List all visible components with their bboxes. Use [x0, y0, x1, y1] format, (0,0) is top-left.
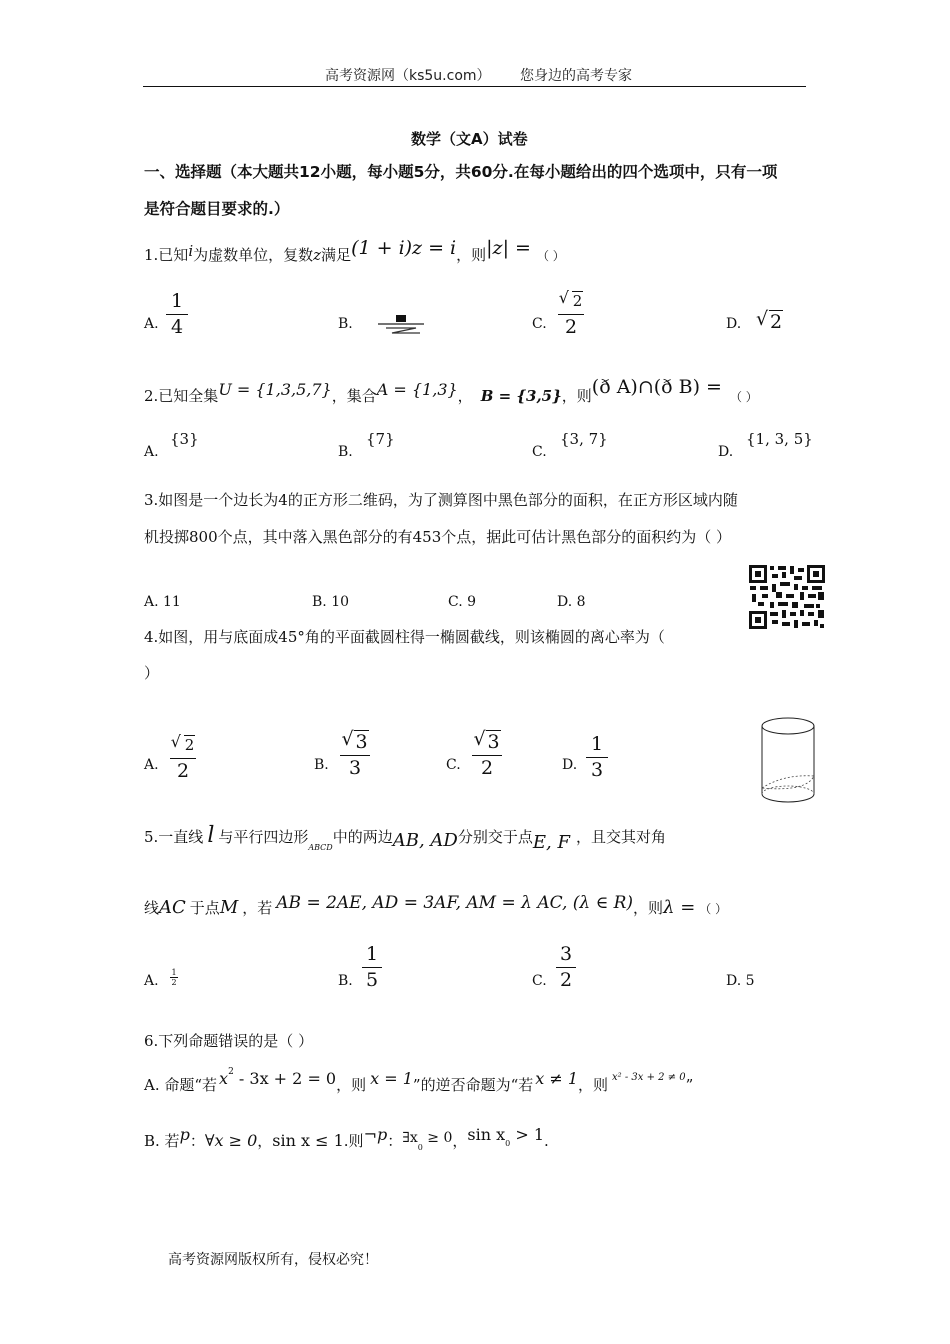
q2-option-d-value: {1, 3, 5}	[746, 430, 813, 448]
q5-text: 中的两边	[332, 828, 393, 846]
q1-option-b-label: B.	[338, 316, 353, 332]
header-rule	[143, 86, 806, 87]
q6-text: ，	[257, 1132, 273, 1150]
q2-universal-set: U = {1,3,5,7}	[218, 380, 332, 399]
q6-ge-0: ≥ 0	[422, 1130, 453, 1146]
q2-text: ，则	[561, 387, 592, 405]
question-5-line1	[144, 823, 666, 853]
q2-text: ，集合	[331, 387, 377, 405]
fraction-numerator: 3	[559, 943, 573, 965]
q6-not-p: ¬p	[363, 1125, 388, 1144]
q6-x-equals-1: x = 1	[370, 1069, 413, 1088]
q2-option-b-value: {7}	[366, 430, 395, 448]
question-3-line2: 机投掷800个点，其中落入黑色部分的有453个点，据此可估计黑色部分的面积约为（ ）	[144, 528, 732, 546]
fraction-denominator: 3	[590, 759, 604, 781]
fraction-denominator: 3	[348, 757, 362, 779]
q5-text: 线	[144, 899, 160, 917]
q5-diagonal-ac: AC	[159, 897, 186, 918]
q1-option-b-garbled-glyph	[372, 309, 430, 335]
q2-option-c-value: {3, 7}	[560, 430, 608, 448]
q2-option-d-label: D.	[718, 444, 734, 460]
question-4-line1: 4.如图，用与底面成45°角的平面截圆柱得一椭圆截线，则该椭圆的离心率为（	[144, 628, 665, 646]
q5-option-c-label: C.	[532, 973, 547, 989]
fraction-numerator: 1	[590, 733, 604, 755]
q4-option-b-label: B.	[314, 757, 329, 773]
q2-answer-paren: （ ）	[729, 390, 758, 404]
q6-text: ，则	[578, 1076, 609, 1094]
q5-parallelogram-abcd: ABCD	[308, 843, 333, 852]
fraction-bar	[170, 758, 196, 759]
question-6-stem: 6.下列命题错误的是（ ）	[144, 1032, 314, 1050]
header-site-name: 高考资源网（ks5u.com）	[325, 68, 491, 84]
fraction-bar	[340, 755, 370, 756]
fraction-numerator: 1	[170, 290, 184, 312]
q5-option-c-fraction	[556, 943, 576, 991]
q6-x: x	[219, 1069, 229, 1088]
fraction-denominator: 2	[171, 978, 177, 987]
fraction-denominator: 2	[480, 757, 494, 779]
q1-equation: (1 + i)z = i	[351, 237, 457, 259]
q6-text: ：	[387, 1132, 403, 1150]
q5-text: 分别交于点	[457, 828, 533, 846]
q4-option-d-fraction	[586, 733, 608, 781]
q5-lambda: λ =	[663, 897, 696, 918]
fraction-bar	[556, 967, 576, 968]
q6-exists: ∃x	[402, 1130, 418, 1146]
sqrt-radicand: 3	[355, 731, 368, 753]
q1-option-a-fraction	[166, 290, 188, 338]
q5-text: ，且交其对角	[575, 828, 666, 846]
q5-text: 与平行四边形	[218, 828, 309, 846]
q2-expression: (ð A)∩(ð B) =	[591, 376, 722, 398]
q2-option-b-label: B.	[338, 444, 353, 460]
fraction-numerator: 1	[171, 968, 177, 977]
q1-option-a-label: A.	[144, 316, 159, 332]
q4-option-a-label: A.	[144, 757, 159, 773]
q6-x-not-1: x ≠ 1	[535, 1069, 579, 1088]
fraction-bar	[472, 755, 502, 756]
q6-subscript: 0	[505, 1139, 511, 1148]
section-heading-line2: 是符合题目要求的.）	[144, 200, 290, 218]
q6-text: ”	[685, 1076, 694, 1094]
question-3-line1: 3.如图是一个边长为4的正方形二维码，为了测算图中黑色部分的面积，在正方形区域内随	[144, 491, 738, 509]
fraction-bar	[586, 757, 608, 758]
q6-text: ，	[452, 1132, 468, 1150]
q2-text: ，	[457, 387, 473, 405]
question-5-line2	[144, 893, 728, 918]
fraction-denominator: 2	[559, 969, 573, 991]
q6-exponent: 2	[228, 1067, 234, 1077]
q6-small-equation: x² - 3x + 2 ≠ 0	[612, 1072, 686, 1083]
q6-text: ”的逆否命题为“若	[412, 1076, 534, 1094]
q6-equation: - 3x + 2 = 0	[233, 1069, 337, 1088]
fraction-bar	[558, 314, 584, 315]
q4-option-c-fraction: √ 3 2	[472, 731, 502, 779]
q4-option-d-label: D.	[562, 757, 578, 773]
q2-option-a-value: {3}	[170, 430, 199, 448]
q4-option-a-fraction: √ 2 2	[170, 732, 195, 782]
q6-option-b	[144, 1125, 549, 1152]
q1-option-c-label: C.	[532, 316, 547, 332]
q5-text: 5.一直线	[144, 828, 204, 846]
q6-text: ，则	[336, 1076, 367, 1094]
q5-line-l: l	[207, 823, 215, 848]
q2-option-a-label: A.	[144, 444, 159, 460]
q4-option-b-fraction: √ 3 3	[340, 731, 370, 779]
section-heading-line1: 一、选择题（本大题共12小题，每小题5分，共60分.在每小题给出的四个选项中，只有一项	[144, 163, 778, 181]
q6-text: ：	[189, 1132, 205, 1150]
q6-text: A. 命题“若	[144, 1076, 218, 1094]
q6-sin-x0: sin x	[467, 1125, 506, 1144]
q1-option-d-label: D.	[726, 316, 742, 332]
question-1-stem	[144, 237, 565, 265]
q6-text: B. 若	[144, 1132, 180, 1150]
page-title: 数学（文A）试卷	[411, 130, 528, 148]
q1-text: 1.已知	[144, 246, 189, 264]
sqrt-radicand: 3	[487, 731, 500, 753]
fraction-bar	[166, 314, 188, 315]
q6-text: .则	[343, 1132, 364, 1150]
q6-forall: ∀x ≥ 0	[204, 1131, 258, 1150]
fraction-denominator: 2	[176, 760, 190, 782]
q6-sin-le-1: sin x ≤ 1	[272, 1131, 344, 1150]
q5-sides: AB, AD	[392, 830, 458, 851]
q6-subscript: 0	[417, 1143, 423, 1152]
fraction-denominator: 2	[564, 316, 578, 338]
sqrt-radicand: 2	[184, 736, 195, 754]
q1-option-c-fraction: √ 2 2	[558, 288, 583, 338]
q6-text: .	[544, 1132, 549, 1150]
cylinder-figure	[756, 714, 820, 806]
q3-option-c: C. 9	[448, 594, 477, 610]
q2-text: 2.已知全集	[144, 387, 219, 405]
question-2-stem	[144, 376, 758, 406]
header-slogan: 您身边的高考专家	[520, 68, 632, 84]
q6-option-a	[144, 1067, 694, 1095]
q1-i: i	[188, 242, 194, 260]
q1-z: z	[313, 246, 322, 264]
q6-gt-1: > 1	[510, 1125, 544, 1144]
q5-answer-paren: （ ）	[699, 902, 728, 916]
q5-option-a-label: A.	[144, 973, 159, 989]
q2-set-b: B = {3,5}	[480, 387, 562, 405]
fraction-numerator: 1	[365, 943, 379, 965]
q5-option-d: D. 5	[726, 973, 755, 989]
q1-abs-z: |z| =	[486, 237, 531, 259]
q1-answer-paren: （ ）	[536, 249, 565, 263]
q2-set-a: A = {1,3}	[376, 380, 458, 399]
fraction-bar	[362, 967, 382, 968]
q5-option-a-fraction	[170, 968, 178, 987]
q1-option-d-value: √ 2	[756, 308, 783, 333]
fraction-denominator: 5	[365, 969, 379, 991]
q5-option-b-label: B.	[338, 973, 353, 989]
q5-text: 于点	[189, 899, 220, 917]
q5-text: ，若	[242, 899, 273, 917]
sqrt-radicand: 2	[572, 292, 583, 310]
q5-option-b-fraction	[362, 943, 382, 991]
q5-text: ，则	[633, 899, 664, 917]
q4-option-c-label: C.	[446, 757, 461, 773]
q1-text: 满足	[321, 246, 352, 264]
q5-points-ef: E, F	[532, 832, 570, 853]
q5-point-m: M	[219, 897, 239, 918]
qr-code-figure	[748, 564, 826, 630]
q3-option-a: A. 11	[144, 594, 181, 610]
footer-copyright: 高考资源网版权所有，侵权必究！	[168, 1252, 378, 1268]
q6-p: p	[179, 1125, 190, 1144]
q2-option-c-label: C.	[532, 444, 547, 460]
q3-option-b: B. 10	[312, 594, 350, 610]
fraction-denominator: 4	[170, 316, 184, 338]
q5-condition: AB = 2AE, AD = 3AF, AM = λ AC, (λ ∈ R)	[276, 893, 634, 913]
q1-text: 为虚数单位，复数	[193, 246, 314, 264]
q3-option-d: D. 8	[557, 594, 586, 610]
sqrt-radicand: 2	[770, 311, 783, 333]
q1-text: ，则	[456, 246, 487, 264]
question-4-line2: ）	[144, 664, 160, 682]
